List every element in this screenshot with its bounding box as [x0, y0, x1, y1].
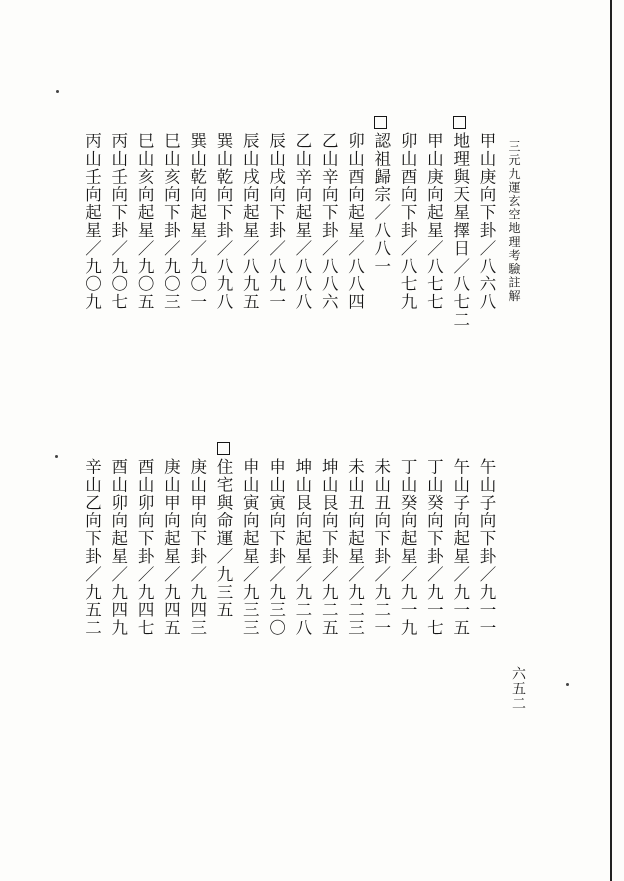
- section-box-marker: [217, 442, 230, 455]
- toc-entry-text: 坤山艮向起星／九二八: [292, 458, 312, 637]
- toc-entry: [265, 458, 287, 637]
- toc-entry: [238, 458, 260, 637]
- toc-entry: [396, 458, 418, 637]
- toc-section-heading: [370, 116, 392, 275]
- toc-entry: [212, 132, 234, 311]
- toc-entry: [133, 458, 155, 637]
- toc-entry-text: 申山寅向下卦／九三〇: [266, 458, 286, 637]
- toc-entry: [370, 458, 392, 637]
- toc-entry-text: 申山寅向起星／九三三: [240, 458, 260, 637]
- toc-entry-text: 辰山戌向下卦／八九一: [266, 132, 286, 311]
- toc-entry: [81, 132, 103, 311]
- toc-entry-text: 巳山亥向下卦／九〇三: [161, 132, 181, 311]
- toc-entry-text: 乙山辛向下卦／八八六: [319, 132, 339, 311]
- toc-entry: [265, 132, 287, 311]
- toc-entry-text: 地理與天星擇日／八七二: [450, 132, 470, 329]
- toc-entry-text: 丁山癸向起星／九一九: [398, 458, 418, 637]
- toc-entry: [449, 458, 471, 637]
- page-number: 六五二: [510, 666, 526, 711]
- toc-entry: [291, 458, 313, 637]
- toc-entry-text: 午山子向下卦／九一一: [477, 458, 496, 637]
- toc-entry-text: 辰山戌向起星／八九五: [240, 132, 260, 311]
- toc-entry: [344, 458, 366, 637]
- toc-entry-text: 丙山壬向起星／九〇九: [82, 132, 102, 311]
- toc-entry-text: 認祖歸宗／八八一: [371, 132, 391, 276]
- toc-entry-text: 午山子向起星／九一五: [450, 458, 470, 637]
- toc-entry: [317, 458, 339, 637]
- section-box-marker: [374, 116, 387, 129]
- toc-entry: [186, 458, 208, 637]
- toc-entry-text: 丙山壬向下卦／九〇七: [108, 132, 128, 311]
- toc-section-heading: [449, 116, 471, 329]
- toc-entry: [396, 132, 418, 311]
- toc-entry: [344, 132, 366, 311]
- toc-entry: [133, 132, 155, 311]
- toc-entry-text: 丁山癸向下卦／九一七: [424, 458, 444, 637]
- toc-entry: [422, 458, 444, 637]
- toc-entry-text: 酉山卯向下卦／九四七: [135, 458, 155, 637]
- toc-entry: [291, 132, 313, 311]
- toc-entry-text: 未山丑向起星／九二三: [345, 458, 365, 637]
- toc-entry: [186, 132, 208, 311]
- toc-entry-text: 酉山卯向起星／九四九: [108, 458, 128, 637]
- toc-entry-text: 庚山甲向起星／九四五: [161, 458, 181, 637]
- scan-speck: [56, 90, 59, 93]
- toc-entry-text: 巽山乾向下卦／八九八: [214, 132, 233, 311]
- toc-entry-text: 乙山辛向起星／八八八: [292, 132, 312, 311]
- toc-entry-text: 未山丑向下卦／九二一: [371, 458, 391, 637]
- toc-entry: [107, 458, 129, 637]
- toc-entry: [422, 132, 444, 311]
- toc-entry-text: 甲山庚向下卦／八六八: [477, 132, 496, 311]
- toc-entry-text: 住宅與命運／九三五: [214, 458, 233, 620]
- running-header: 三元九運玄空地理考驗註解: [507, 140, 521, 304]
- scan-speck: [566, 683, 569, 686]
- scan-speck: [55, 455, 58, 458]
- toc-entry: [81, 458, 103, 637]
- toc-entry: [238, 132, 260, 311]
- toc-entry: [107, 132, 129, 311]
- toc-entry-text: 卯山酉向起星／八八四: [345, 132, 365, 311]
- toc-entry-text: 巳山亥向起星／九〇五: [135, 132, 155, 311]
- toc-entry: [475, 132, 497, 311]
- section-box-marker: [453, 116, 466, 129]
- toc-entry: [159, 458, 181, 637]
- toc-entry: [317, 132, 339, 311]
- toc-entry-text: 甲山庚向起星／八七七: [424, 132, 444, 311]
- toc-entry-text: 巽山乾向起星／九〇一: [187, 132, 207, 311]
- toc-entry-text: 辛山乙向下卦／九五二: [82, 458, 102, 637]
- toc-entry: [475, 458, 497, 637]
- toc-entry: [159, 132, 181, 311]
- toc-entry-text: 卯山酉向下卦／八七九: [398, 132, 418, 311]
- toc-entry-text: 坤山艮向下卦／九二五: [319, 458, 339, 637]
- toc-entry-text: 庚山甲向下卦／九四三: [187, 458, 207, 637]
- page-edge-line: [610, 0, 612, 881]
- toc-section-heading: [212, 442, 234, 619]
